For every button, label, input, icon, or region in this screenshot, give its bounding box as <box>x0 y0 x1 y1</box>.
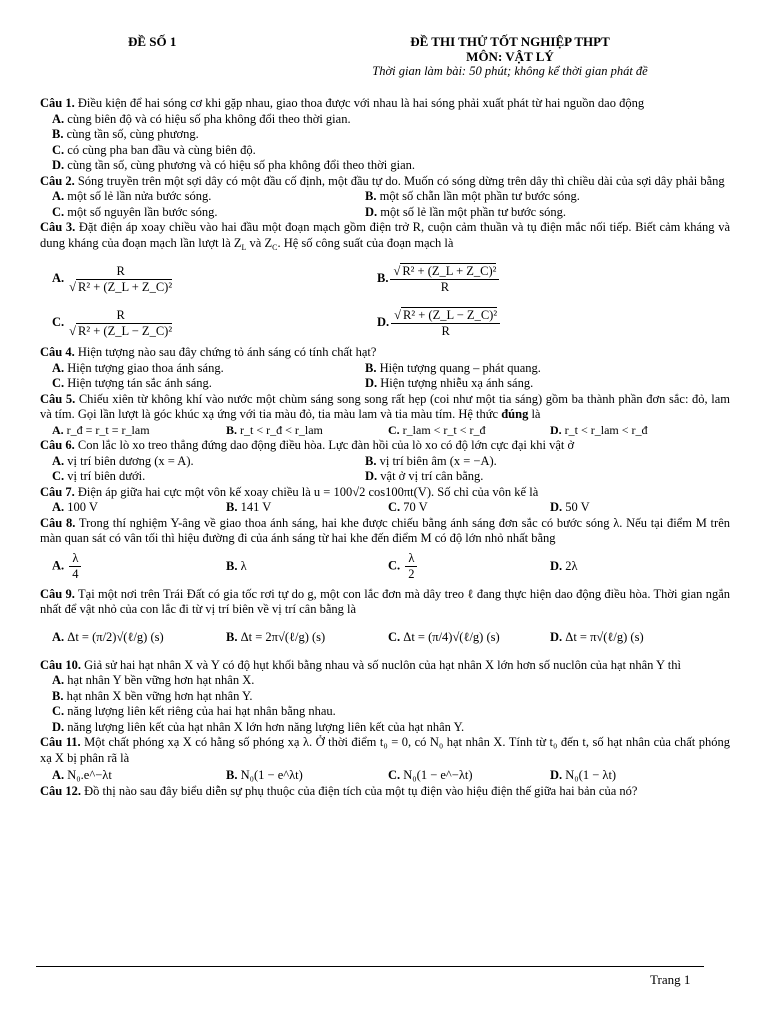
option-d[interactable]: D. 50 V <box>550 500 590 514</box>
page-number: Trang 1 <box>650 972 691 987</box>
question-number: Câu 12. <box>40 783 81 798</box>
option-d[interactable]: D. năng lượng liên kết của hạt nhân X lớn hơn năng lượng liên kết của hạt nhân Y. <box>52 719 465 734</box>
option-d[interactable]: D. Hiện tượng nhiễu xạ ánh sáng. <box>365 376 534 390</box>
option-c[interactable]: C. 70 V <box>388 500 428 514</box>
exam-time: Thời gian làm bài: 50 phút; không kể thời gian phát đề <box>372 64 648 78</box>
option-b[interactable]: B. vị trí biên âm (x = −A). <box>365 453 497 468</box>
option-a[interactable]: A. một số lẻ lần nửa bước sóng. <box>52 189 212 203</box>
question-text: Điều kiện để hai sóng cơ khi gặp nhau, giao thoa được với nhau là hai sóng phải xuất phát từ hai nguồn dao động <box>74 96 645 110</box>
option-b[interactable]: B. $\frac{\text{√ R² + (Z\_L + Z\_C)²}}{R}$ <box>365 257 501 301</box>
option-d[interactable]: D. vật ở vị trí cân bằng. <box>365 469 484 483</box>
option-d[interactable]: D. 2λ <box>550 558 578 573</box>
question-list <box>40 96 730 799</box>
question-number: Câu 5. <box>40 391 76 406</box>
option-a[interactable]: A. $\frac{\lambda}{4}$ <box>40 551 214 582</box>
question-7: Câu 7. Điện áp giữa hai cực một vôn kế xoay chiều là u = 100√2 cos100πt(V). Số chỉ của vôn kế là <box>40 484 539 499</box>
question-number: Câu 4. <box>40 345 75 359</box>
option-a[interactable]: A. cùng biên độ và có hiệu số pha không đổi theo thời gian. <box>52 111 351 126</box>
question-4: Câu 4. Hiện tượng nào sau đây chứng tỏ ánh sáng có tính chất hạt? <box>40 345 377 359</box>
question-11: Câu 11. Một chất phóng xạ X có hằng số phóng xạ λ. Ở thời điểm t₀ = 0, có N₀ hạt nhân X. Tính từ t₀ đến t, số hạt nhân của chất phóng xạ X bị phân rã là <box>40 735 730 765</box>
option-b[interactable]: B. cùng tần số, cùng phương. <box>52 127 199 141</box>
question-1 <box>40 96 730 112</box>
exam-number: ĐỀ SỐ 1 <box>128 34 177 49</box>
option-a[interactable]: A. vị trí biên dương (x = A). <box>52 453 194 468</box>
option-b[interactable]: B. 141 V <box>226 500 272 514</box>
footer-divider <box>36 966 704 967</box>
option-b[interactable]: B. Δt = 2π√(ℓ/g) (s) <box>226 629 326 644</box>
option-b[interactable]: B. một số chẵn lần một phần tư bước sóng. <box>365 189 580 203</box>
question-text: Sóng truyền trên một sợi dây có một đầu cố định, một đầu tự do. Muốn có sóng dừng trên dây thì chiều dài của sợi dây phải bằng <box>74 173 725 188</box>
option-a[interactable]: A. r_đ = r_t = r_lam <box>52 422 150 437</box>
option-c[interactable]: C. một số nguyên lần bước sóng. <box>52 204 218 219</box>
option-c[interactable]: C. N₀(1 − e^−λt) <box>388 768 473 782</box>
question-number: Câu 8. <box>40 515 76 530</box>
option-b[interactable]: B. N₀(1 − e^λt) <box>226 768 303 782</box>
question-number: Câu 1. <box>40 96 75 110</box>
option-d[interactable]: D. $\frac{\text{√ R² + (Z\_L − Z\_C)²}}{R}$ <box>365 301 502 345</box>
option-a[interactable]: A. hạt nhân Y bền vững hơn hạt nhân X. <box>52 673 255 687</box>
option-c[interactable]: C. năng lượng liên kết riêng của hai hạt nhân bằng nhau. <box>52 704 336 718</box>
option-c[interactable]: C. Hiện tượng tán sắc ánh sáng. <box>52 376 212 390</box>
question-number: Câu 7. <box>40 484 75 499</box>
option-a[interactable]: A. Hiện tượng giao thoa ánh sáng. <box>52 360 224 375</box>
option-a[interactable]: A. 100 V <box>52 500 98 514</box>
option-c[interactable]: C. r_lam < r_t < r_đ <box>388 422 486 437</box>
option-b[interactable]: B. λ <box>226 558 247 573</box>
exam-title-block <box>330 34 690 79</box>
option-d[interactable]: D. một số lẻ lần một phần tư bước sóng. <box>365 204 567 219</box>
question-number: Câu 9. <box>40 586 75 601</box>
question-8: Câu 8. Trong thí nghiệm Y-âng về giao thoa ánh sáng, hai khe được chiếu bằng ánh sáng đơn sắc có bước sóng λ. Nếu tại điểm M trên màn quan sát có vân tối thì hiệu đường đi của ánh sáng từ hai khe đến điểm M có độ lớn nhỏ nhất bằng <box>40 515 730 545</box>
question-10: Câu 10. Giả sử hai hạt nhân X và Y có độ hụt khối bằng nhau và số nuclôn của hạt nhân X lớn hơn số nuclôn của hạt nhân Y thì <box>40 657 681 672</box>
question-3: Câu 3. Đặt điện áp xoay chiều vào hai đầu một đoạn mạch gồm điện trở R, cuộn cảm thuần và tụ điện mắc nối tiếp. Biết cảm kháng và dung kháng của đoạn mạch lần lượt là $Z_L$ và $Z_C$. Hệ số công suất của đoạn mạch là <box>40 220 730 252</box>
option-d[interactable]: D. N₀(1 − λt) <box>550 768 617 782</box>
question-number: Câu 6. <box>40 438 75 452</box>
option-a[interactable]: A. Δt = (π/2)√(ℓ/g) (s) <box>52 629 164 644</box>
option-c[interactable]: C. $\frac{R}{\text{√ R² + (Z\_L − Z\_C)²}}$ <box>52 307 173 338</box>
exam-subject: MÔN: VẬT LÝ <box>466 49 554 64</box>
question-number: Câu 2. <box>40 173 75 188</box>
question-number: Câu 10. <box>40 657 81 672</box>
option-d[interactable]: D. cùng tần số, cùng phương và có hiệu số pha không đổi theo thời gian. <box>52 158 415 172</box>
option-c[interactable]: C. $\frac{\lambda}{2}$ <box>376 551 538 582</box>
option-b[interactable]: B. hạt nhân X bền vững hơn hạt nhân Y. <box>52 688 253 703</box>
question-6: Câu 6. Con lắc lò xo treo thẳng đứng dao động điều hòa. Lực đàn hồi của lò xo có độ lớn cực đại khi vật ở <box>40 438 575 452</box>
option-a[interactable]: A. $\frac{R}{\text{√ R² + (Z\_L + Z\_C)²}}$ <box>52 263 173 294</box>
exam-title: ĐỀ THI THỬ TỐT NGHIỆP THPT <box>410 34 610 49</box>
question-9: Câu 9. Tại một nơi trên Trái Đất có gia tốc rơi tự do g, một con lắc đơn mà dây treo ℓ đang thực hiện dao động điều hòa. Thời gian ngắn nhất để vật nhỏ của con lắc đi từ vị trí biên về vị trí cân bằng là <box>40 586 730 616</box>
question-number: Câu 3. <box>40 220 76 234</box>
question-12: Câu 12. Đồ thị nào sau đây biểu diễn sự phụ thuộc của điện tích của một tụ điện vào hiệu điện thế giữa hai bản của nó? <box>40 783 638 798</box>
option-b[interactable]: B. r_t < r_đ < r_lam <box>226 422 323 437</box>
option-c[interactable]: C. có cùng pha ban đầu và cùng biên độ. <box>52 142 256 157</box>
question-2 <box>40 174 730 190</box>
option-c[interactable]: C. Δt = (π/4)√(ℓ/g) (s) <box>388 629 500 644</box>
question-5: Câu 5. Chiếu xiên từ không khí vào nước một chùm sáng song song rất hẹp (coi như một tia sáng) gồm ba thành phần đơn sắc: đỏ, lam và tím. Gọi lần lượt là góc khúc xạ ứng với tia màu đỏ, tia màu lam và tia màu tím. Hệ thức đúng là <box>40 391 730 421</box>
question-number: Câu 11. <box>40 735 81 749</box>
option-b[interactable]: B. Hiện tượng quang – phát quang. <box>365 360 541 375</box>
option-d[interactable]: D. r_t < r_lam < r_đ <box>550 422 648 437</box>
option-c[interactable]: C. vị trí biên dưới. <box>52 469 146 483</box>
option-d[interactable]: D. Δt = π√(ℓ/g) (s) <box>550 629 644 644</box>
option-a[interactable]: A. N₀.e^−λt <box>52 768 112 782</box>
